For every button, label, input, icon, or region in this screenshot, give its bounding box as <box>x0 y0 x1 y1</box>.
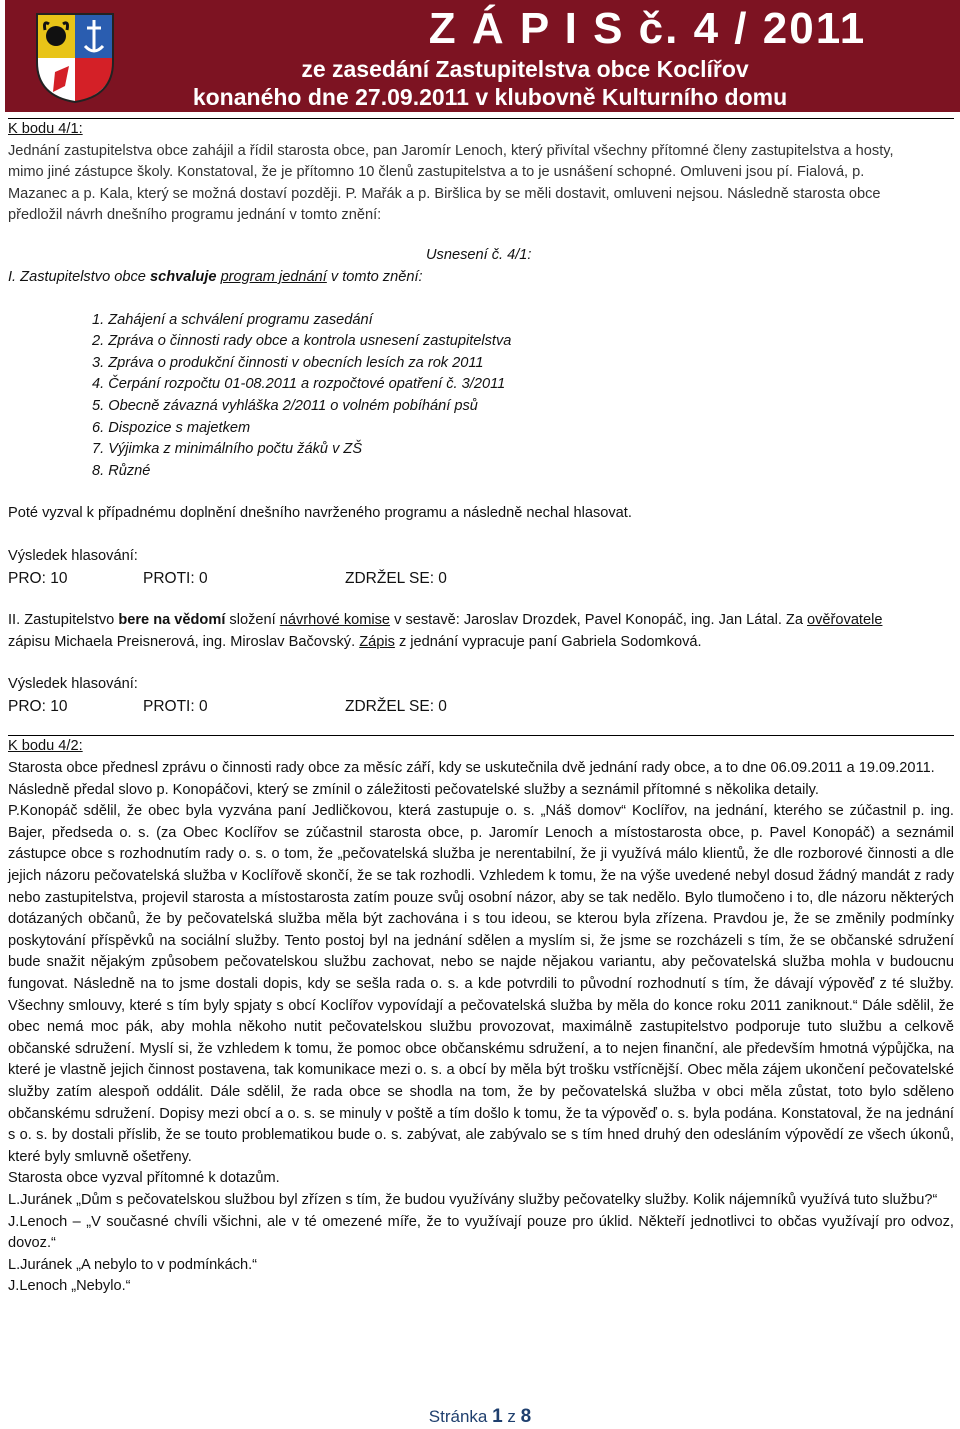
intro-line: Jednání zastupitelstva obce zahájil a řídil starosta obce, pan Jaromír Lenoch, který přivítal všechny přítomné členy zastupitelstva a hosty, <box>8 142 894 159</box>
document-title: Z Á P I S č. 4 / 2011 <box>428 4 867 53</box>
paragraph: Starosta obce vyzval přítomné k dotazům. <box>8 1170 280 1187</box>
page-footer <box>0 1406 960 1428</box>
paragraph: Následně předal slovo p. Konopáčovi, který se zmínil o záležitosti pečovatelské služby a seznámil přítomné s několika detaily. <box>8 781 819 798</box>
part2-verifiers: ověřovatele <box>807 612 883 629</box>
page-label: Stránka <box>428 1407 493 1426</box>
document-subtitle: ze zasedání Zastupitelstva obce Koclířov <box>301 56 749 82</box>
part2-prefix: II. Zastupitelstvo <box>8 612 119 629</box>
vote-result-label: Výsledek hlasování: <box>8 547 138 564</box>
part2-verb: bere na vědomí <box>118 612 226 629</box>
vote-result-label: Výsledek hlasování: <box>8 676 138 693</box>
resolution-number: Usnesení č. 4/1: <box>426 246 532 263</box>
part2-text: v sestavě: Jaroslav Drozdek, Pavel Konopáč, ing. Jan Látal. Za <box>390 612 808 629</box>
page-separator: z <box>502 1407 521 1426</box>
document-body <box>8 118 954 1298</box>
intro-line: Mazanec a p. Kala, který se možná dostaví později. P. Mařák a p. Biršlica by se měli dostavit, omluveni nejsou. Následně starosta obce <box>8 185 881 202</box>
intro-line: mimo jiné zástupce školy. Konstatoval, že je přítomno 10 členů zastupitelstva a to je usnášení schopné. Omluveni jsou pí. Fialová, p. <box>8 164 865 181</box>
coat-of-arms-icon <box>35 12 115 104</box>
vote-pro: PRO: 10 <box>8 569 68 587</box>
program-item: 3. Zpráva o produkční činnosti v obecních lesích za rok 2011 <box>92 354 484 371</box>
part2-commission: návrhové komise <box>279 612 391 629</box>
part2-text: složení <box>225 612 280 629</box>
paragraph: P.Konopáč sdělil, že obec byla vyzvána paní Jedličkovou, která zastupuje o. s. „Náš domov“ Koclířov, na jednání, kterého se zúčastnil p. ing. Bajer, předseda o. s. (za Obec Koclířov se zúčastnil starosta obce, p. Jaromír Lenoch a místostarosta obce, p. Pavel Konopáč) a seznámil zástupce obce s rozhodnutím rady o. s. o tom, že „pečovatelská služba je nerentabilní, že ji využívá málo klientů, že dle rozborové činnosti a dle jejich názoru pečovatelská služba v Koclířově skončí, že se tak rozhodli. Vzhledem k tomu, že na výše uvedené nebyl dosud žádný mandát z rady nebo zastupitelstva, projevil starosta a místostarosta zatím pouze svůj osobní názor, aby se tak nedělo. Bylo tlumočeno i to, dle názoru některých dotázaných občanů, že by pečovatelská služba měla být zachována i s tou ideou, se kterou byla zřízena. Pravdou je, že se změnily podmínky poskytování příspěvků na sociální služby. Tento postoj byl na jednání sdělen a myslím si, že jsme se rozcházeli s tím, že se občanské sdružení bude snažit nějakým způsobem pečovatelskou službu zachovat, nebo se najde nějakou variantu, aby pečovatelská služba mohla v budoucnu fungovat. Následně na to jsme dostali dopis, kdy se sešla rada o. s. a kde potvrdili to původní rozhodnutí s tím, že dávají výpověď z té služby. Všechny smlouvy, které s tím byly spjaty s obcí Koclířov vypovídají a pečovatelská služba by měla do konce roku 2011 zaniknout.“ Dále sdělil, že obec nemá moc pák, aby mohla někoho nutit pečovatelskou službu provozovat, maximálně zastupitelstvo podporuje tuto službu a celkově občanské sdružení. Myslí si, že vzhledem k tomu, že pomoc obce občanskému sdružení, a to nejen finanční, ale především hmotná výpůjčka, na které je vlastně jejich činnost postavena, tak komunikace mezi o. s. a obcí by měla být trošku vstřícnější. Obec měla zájem ukončení pečovatelské služby zatím alespoň oddálit. Dále sdělil, že rada obce se shodla na tom, že by pečovatelská služba v obci měla zůstat, toto bylo sděleno občanskému sdružení. Dopisy mezi obcí a o. s. se minuly v poště a tím došlo k tomu, že ta výpověď o. s. byla podána. Konstatoval, že na jednání s o. s. by dostali příslib, že se touto problematikou bude o. s. zabývat, ale zabývalo se s tím hned druhý den odesláním výpovědí ze všech úkonů, které byly smluvně ošetřeny. <box>8 803 954 1165</box>
paragraph: J.Lenoch – „V současné chvíli všichni, ale v té omezené míře, že to využívají pouze pro úklid. Někteří jednotlivci to občas využívají pro odvoz, dovoz.“ <box>8 1213 954 1252</box>
page-number: 1 <box>492 1406 503 1427</box>
paragraph: J.Lenoch „Nebylo.“ <box>8 1278 131 1295</box>
decision-object: program jednání <box>220 268 327 285</box>
commission-line-2 <box>8 632 954 654</box>
decision-prefix: I. Zastupitelstvo obce <box>8 268 150 285</box>
paragraph: L.Juránek „A nebylo to v podmínkách.“ <box>8 1256 258 1273</box>
section-heading-4-2: K bodu 4/2: <box>8 738 83 755</box>
program-item: 8. Různé <box>92 462 151 479</box>
vote-proti: PROTI: 0 <box>143 569 208 587</box>
program-item: 6. Dispozice s majetkem <box>92 419 251 436</box>
program-item: 1. Zahájení a schválení programu zasedání <box>92 311 373 328</box>
decision-suffix: v tomto znění: <box>326 268 423 285</box>
vote-zdrzel: ZDRŽEL SE: 0 <box>345 569 447 587</box>
paragraph: Starosta obce přednesl zprávu o činnosti rady obce za měsíc září, kdy se uskutečnila dvě jednání rady obce, a to dne 06.09.2011 a 19.09.2011. <box>8 760 935 777</box>
intro-line: předložil návrh dnešního programu jednání v tomto znění: <box>8 207 382 224</box>
vote-result <box>8 696 954 718</box>
paragraph: L.Juránek „Dům s pečovatelskou službou byl zřízen s tím, že budou využívány služby pečovatelky služby. Kolik nájemníků využívá tuto službu?“ <box>8 1191 938 1208</box>
program-item: 5. Obecně závazná vyhláška 2/2011 o volném pobíhání psů <box>92 397 478 414</box>
resolution-row <box>8 243 954 267</box>
vote-call-text: Poté vyzval k případnému doplnění dnešního navrženého programu a následně nechal hlasovat. <box>8 505 632 522</box>
page-total: 8 <box>520 1406 532 1427</box>
decision-line <box>8 267 954 289</box>
vote-pro: PRO: 10 <box>8 697 68 715</box>
program-item: 2. Zpráva o činnosti rady obce a kontrola usnesení zastupitelstva <box>92 333 512 350</box>
section-heading-4-1: K bodu 4/1: <box>8 121 83 137</box>
part2-minutes: Zápis <box>359 633 395 650</box>
intro-paragraph <box>8 141 954 227</box>
vote-result <box>8 568 954 590</box>
document-date-line: konaného dne 27.09.2011 v klubovně Kulturního domu Koclířov <box>192 84 788 137</box>
vote-proti: PROTI: 0 <box>143 697 208 715</box>
vote-zdrzel: ZDRŽEL SE: 0 <box>345 697 447 715</box>
part2-text: z jednání vypracuje paní Gabriela Sodomková. <box>394 633 702 650</box>
section-2-body <box>8 758 954 1298</box>
program-item: 7. Výjimka z minimálního počtu žáků v ZŠ <box>92 441 363 458</box>
program-list <box>92 310 954 483</box>
decision-verb: schvaluje <box>149 268 217 285</box>
commission-line-1 <box>8 610 954 632</box>
part2-text: zápisu Michaela Preisnerová, ing. Miroslav Bačovský. <box>8 633 360 650</box>
program-item: 4. Čerpání rozpočtu 01-08.2011 a rozpočtové opatření č. 3/2011 <box>92 376 506 393</box>
